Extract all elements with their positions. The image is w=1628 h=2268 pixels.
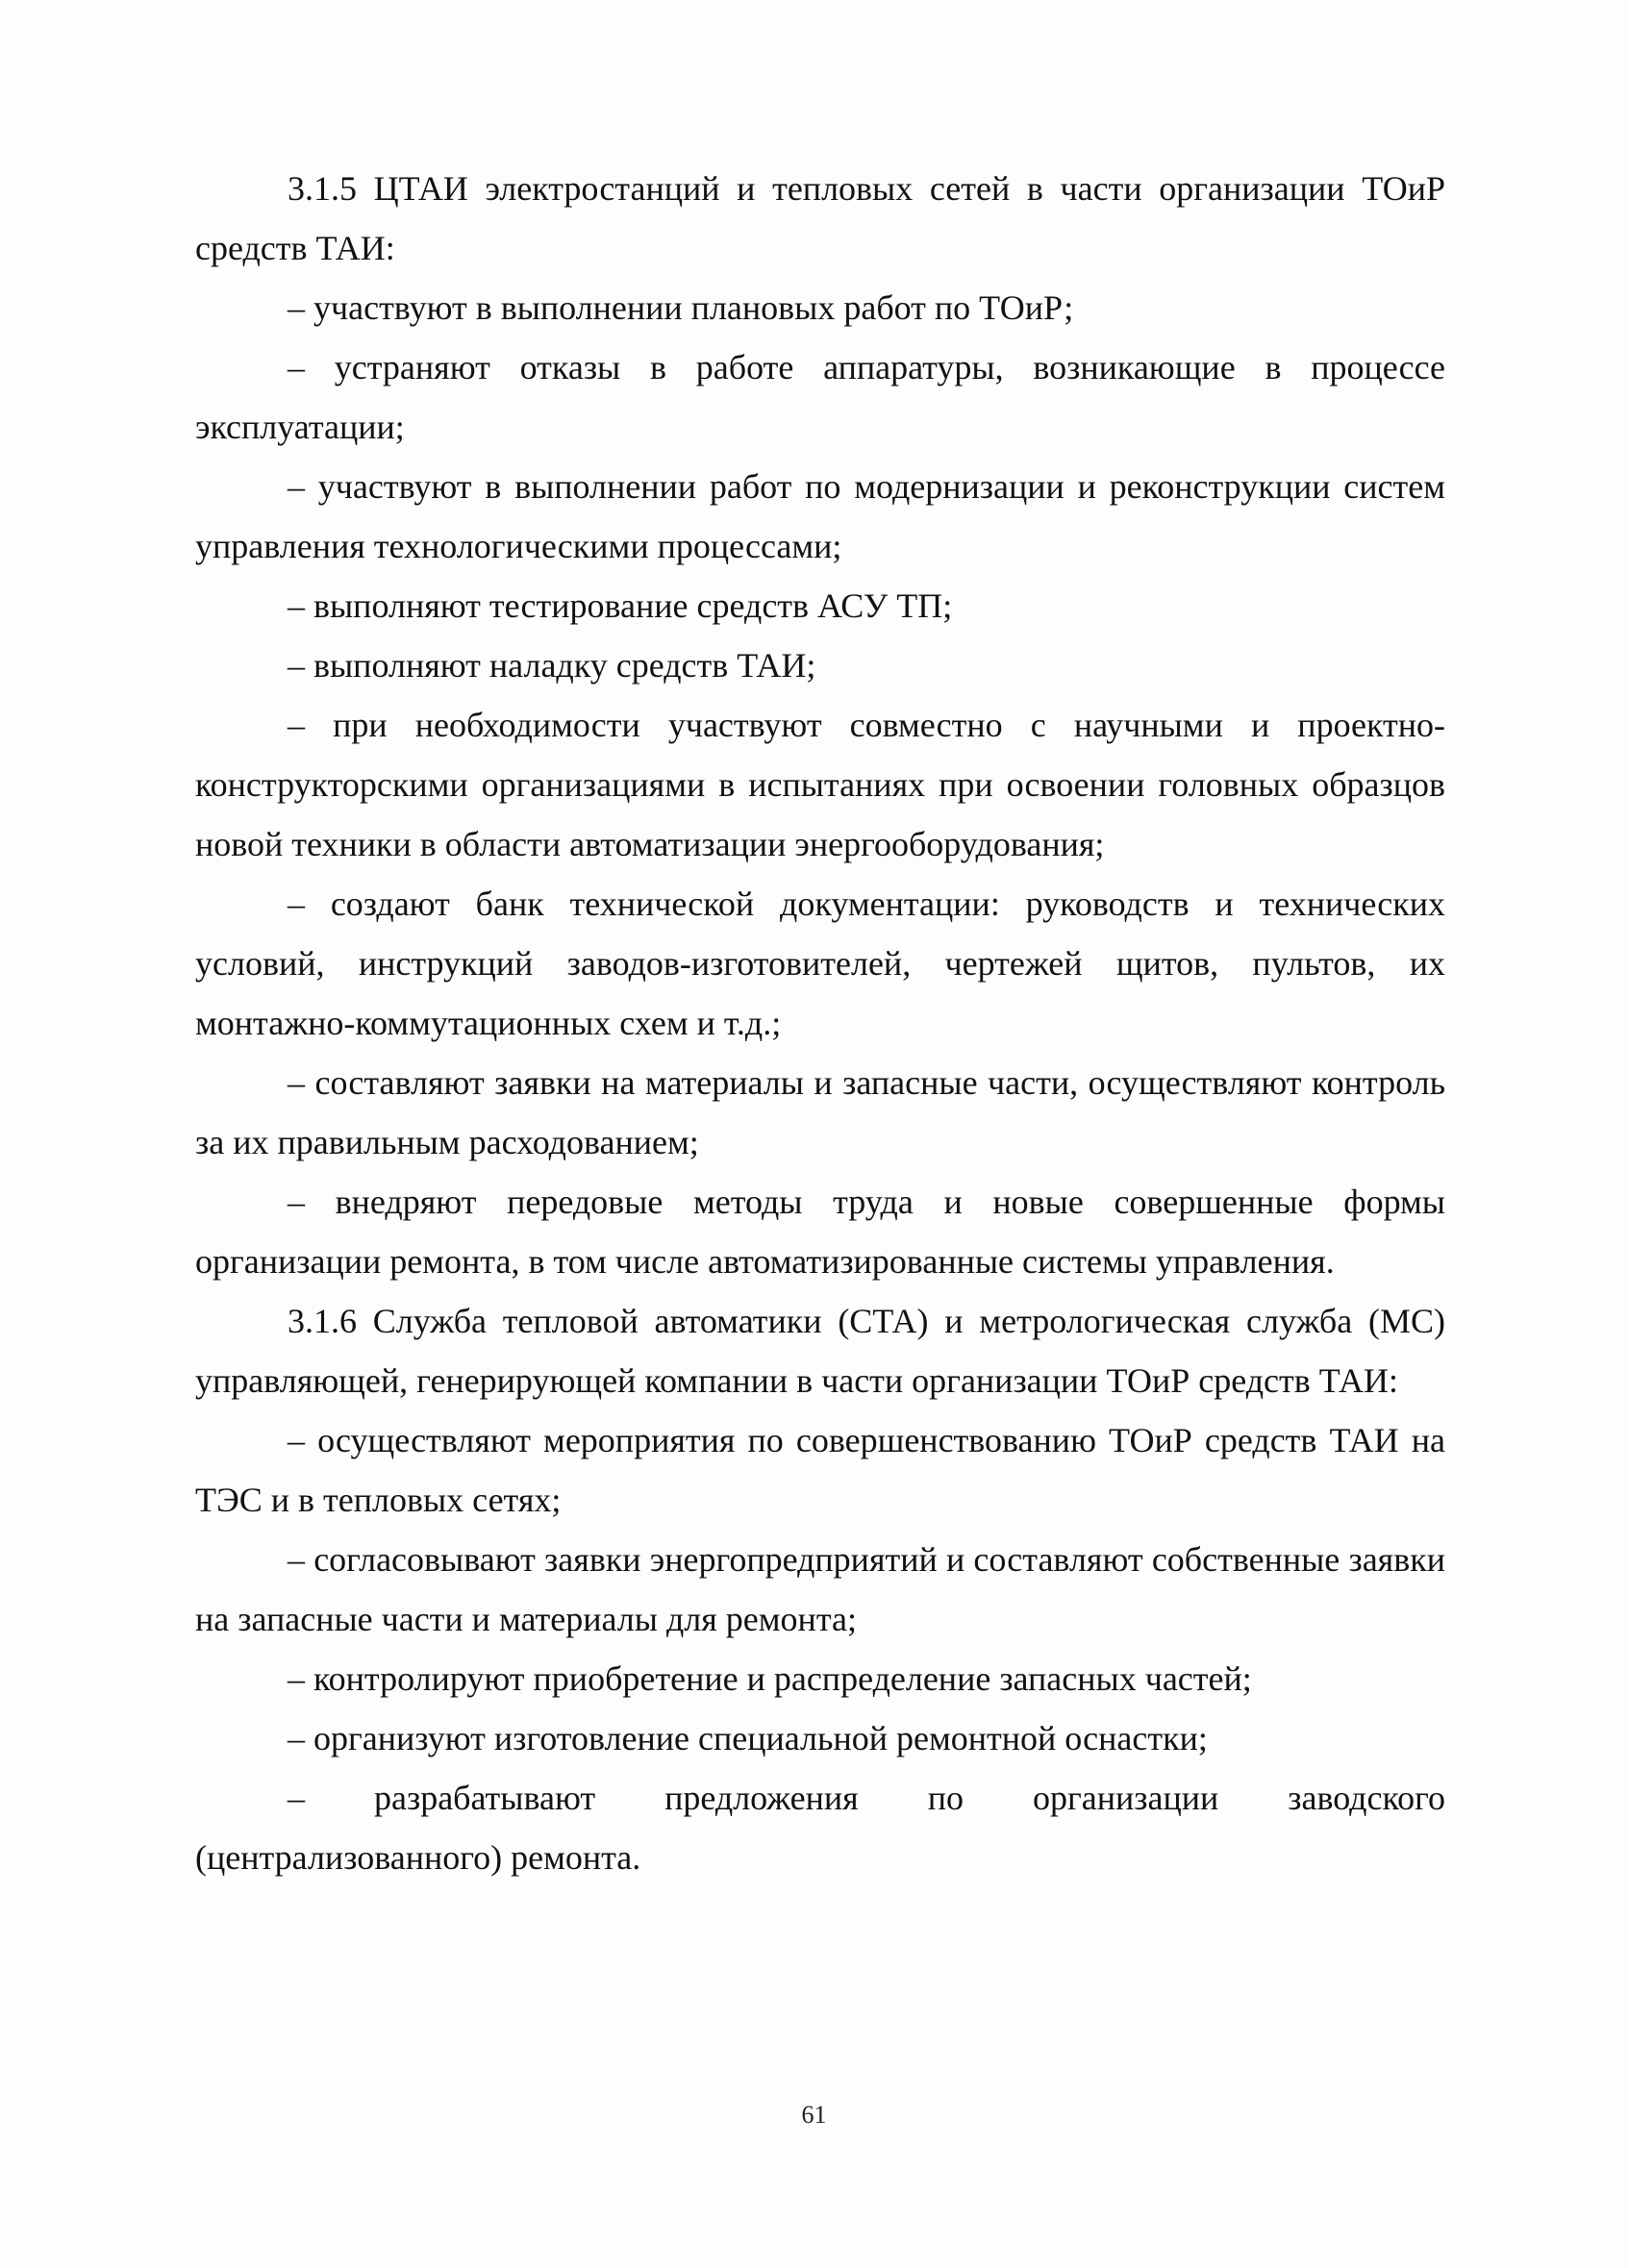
list-item: – осуществляют мероприятия по совершенствованию ТОиР средств ТАИ на ТЭС и в тепловых сетях;	[195, 1421, 1445, 1519]
page-number: 61	[801, 2101, 827, 2129]
list-item: – при необходимости участвуют совместно с научными и проектно- конструкторскими организациями в испытаниях при освоении головных образцов новой техники в области автоматизации энергооборудования;	[195, 706, 1445, 863]
list-item: – участвуют в выполнении работ по модернизации и реконструкции систем управления технологическими процессами;	[195, 467, 1445, 565]
list-item: – составляют заявки на материалы и запасные части, осуществляют контроль за их правильным расходованием;	[195, 1063, 1445, 1161]
list-item: – выполняют наладку средств ТАИ;	[288, 646, 816, 685]
body-text	[195, 159, 1445, 1887]
list-item: – разрабатывают предложения по организации заводского (централизованного) ремонта.	[195, 1779, 1445, 1877]
section-3-1-6-heading: 3.1.6 Служба тепловой автоматики (СТА) и метрологическая служба (МС) управляющей, генерирующей компании в части организации ТОиР средств ТАИ:	[195, 1302, 1445, 1400]
list-item: – организуют изготовление специальной ремонтной оснастки;	[288, 1719, 1208, 1757]
list-item: – создают банк технической документации: руководств и технических условий, инструкций заводов-изготовителей, чертежей щитов, пультов, их монтажно-коммутационных схем и т.д.;	[195, 885, 1445, 1042]
list-item: – устраняют отказы в работе аппаратуры, возникающие в процессе эксплуатации;	[195, 348, 1445, 446]
list-item: – выполняют тестирование средств АСУ ТП;	[288, 586, 953, 625]
list-item: – контролируют приобретение и распределение запасных частей;	[288, 1659, 1252, 1698]
list-item: – участвуют в выполнении плановых работ по ТОиР;	[288, 288, 1074, 327]
list-item: – согласовывают заявки энергопредприятий и составляют собственные заявки на запасные части и материалы для ремонта;	[195, 1540, 1445, 1638]
list-item: – внедряют передовые методы труда и новые совершенные формы организации ремонта, в том числе автоматизированные системы управления.	[195, 1183, 1445, 1281]
section-3-1-5-heading: 3.1.5 ЦТАИ электростанций и тепловых сетей в части организации ТОиР средств ТАИ:	[195, 169, 1445, 267]
